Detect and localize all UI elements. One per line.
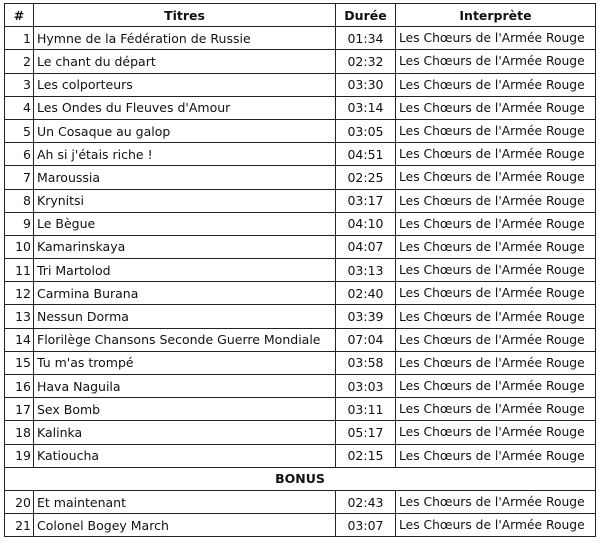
- table-row: [5, 27, 596, 50]
- track-artist: Les Chœurs de l'Armée Rouge: [396, 166, 596, 189]
- table-row: [5, 235, 596, 258]
- track-artist: Les Chœurs de l'Armée Rouge: [396, 375, 596, 398]
- header-duration: Durée: [336, 4, 396, 27]
- track-artist: Les Chœurs de l'Armée Rouge: [396, 444, 596, 467]
- track-title: Sex Bomb: [34, 398, 336, 421]
- track-number: 3: [5, 73, 34, 96]
- track-number: 20: [5, 490, 34, 513]
- table-row: [5, 305, 596, 328]
- track-title: Un Cosaque au galop: [34, 119, 336, 142]
- track-artist: Les Chœurs de l'Armée Rouge: [396, 514, 596, 537]
- track-number: 4: [5, 96, 34, 119]
- track-title: Maroussia: [34, 166, 336, 189]
- track-duration: 04:51: [336, 143, 396, 166]
- track-title: Kalinka: [34, 421, 336, 444]
- track-title: Les colporteurs: [34, 73, 336, 96]
- track-duration: 03:30: [336, 73, 396, 96]
- track-duration: 03:07: [336, 514, 396, 537]
- track-title: Carmina Burana: [34, 282, 336, 305]
- bonus-row: [5, 467, 596, 490]
- track-artist: Les Chœurs de l'Armée Rouge: [396, 212, 596, 235]
- track-title: Et maintenant: [34, 490, 336, 513]
- bonus-section: [5, 467, 596, 490]
- track-title: Tu m'as trompé: [34, 351, 336, 374]
- track-artist: Les Chœurs de l'Armée Rouge: [396, 27, 596, 50]
- table-row: [5, 96, 596, 119]
- header-title: Titres: [34, 4, 336, 27]
- track-title: Tri Martolod: [34, 259, 336, 282]
- track-duration: 03:39: [336, 305, 396, 328]
- table-row: [5, 119, 596, 142]
- track-artist: Les Chœurs de l'Armée Rouge: [396, 119, 596, 142]
- track-title: Ah si j'étais riche !: [34, 143, 336, 166]
- track-number: 5: [5, 119, 34, 142]
- track-number: 1: [5, 27, 34, 50]
- track-title: Hymne de la Fédération de Russie: [34, 27, 336, 50]
- track-duration: 07:04: [336, 328, 396, 351]
- track-artist: Les Chœurs de l'Armée Rouge: [396, 235, 596, 258]
- track-number: 15: [5, 351, 34, 374]
- main-tracks: [5, 27, 596, 468]
- table-row: [5, 328, 596, 351]
- track-artist: Les Chœurs de l'Armée Rouge: [396, 50, 596, 73]
- track-number: 6: [5, 143, 34, 166]
- track-number: 16: [5, 375, 34, 398]
- track-title: Le chant du départ: [34, 50, 336, 73]
- track-title: Kamarinskaya: [34, 235, 336, 258]
- track-number: 18: [5, 421, 34, 444]
- track-duration: 02:32: [336, 50, 396, 73]
- track-number: 11: [5, 259, 34, 282]
- track-duration: 02:15: [336, 444, 396, 467]
- track-number: 2: [5, 50, 34, 73]
- track-duration: 03:03: [336, 375, 396, 398]
- track-artist: Les Chœurs de l'Armée Rouge: [396, 73, 596, 96]
- track-number: 8: [5, 189, 34, 212]
- track-artist: Les Chœurs de l'Armée Rouge: [396, 282, 596, 305]
- track-duration: 03:17: [336, 189, 396, 212]
- track-duration: 02:25: [336, 166, 396, 189]
- track-duration: 02:43: [336, 490, 396, 513]
- table-row: [5, 444, 596, 467]
- table-row: [5, 421, 596, 444]
- table-row: [5, 73, 596, 96]
- table-row: [5, 398, 596, 421]
- track-title: Les Ondes du Fleuves d'Amour: [34, 96, 336, 119]
- table-row: [5, 490, 596, 513]
- track-number: 14: [5, 328, 34, 351]
- track-artist: Les Chœurs de l'Armée Rouge: [396, 143, 596, 166]
- track-duration: 04:10: [336, 212, 396, 235]
- track-title: Le Bègue: [34, 212, 336, 235]
- track-title: Nessun Dorma: [34, 305, 336, 328]
- track-duration: 05:17: [336, 421, 396, 444]
- track-duration: 04:07: [336, 235, 396, 258]
- track-number: 7: [5, 166, 34, 189]
- track-title: Katioucha: [34, 444, 336, 467]
- track-number: 17: [5, 398, 34, 421]
- track-title: Colonel Bogey March: [34, 514, 336, 537]
- bonus-label: BONUS: [5, 467, 596, 490]
- track-duration: 03:14: [336, 96, 396, 119]
- track-title: Florilège Chansons Seconde Guerre Mondiale: [34, 328, 336, 351]
- track-artist: Les Chœurs de l'Armée Rouge: [396, 421, 596, 444]
- track-duration: 03:13: [336, 259, 396, 282]
- track-artist: Les Chœurs de l'Armée Rouge: [396, 490, 596, 513]
- track-number: 19: [5, 444, 34, 467]
- track-number: 9: [5, 212, 34, 235]
- table-row: [5, 212, 596, 235]
- track-number: 21: [5, 514, 34, 537]
- table-row: [5, 166, 596, 189]
- header-row: [5, 4, 596, 27]
- track-artist: Les Chœurs de l'Armée Rouge: [396, 305, 596, 328]
- table-row: [5, 351, 596, 374]
- track-artist: Les Chœurs de l'Armée Rouge: [396, 189, 596, 212]
- table-row: [5, 375, 596, 398]
- track-duration: 02:40: [336, 282, 396, 305]
- header-number: #: [5, 4, 34, 27]
- tracklist-document: [4, 3, 595, 537]
- track-number: 12: [5, 282, 34, 305]
- track-title: Krynitsi: [34, 189, 336, 212]
- track-duration: 03:58: [336, 351, 396, 374]
- track-artist: Les Chœurs de l'Armée Rouge: [396, 351, 596, 374]
- track-duration: 03:11: [336, 398, 396, 421]
- bonus-tracks: [5, 490, 596, 536]
- table-row: [5, 282, 596, 305]
- track-artist: Les Chœurs de l'Armée Rouge: [396, 328, 596, 351]
- track-number: 10: [5, 235, 34, 258]
- table-row: [5, 50, 596, 73]
- track-artist: Les Chœurs de l'Armée Rouge: [396, 96, 596, 119]
- header-artist: Interprète: [396, 4, 596, 27]
- track-artist: Les Chœurs de l'Armée Rouge: [396, 259, 596, 282]
- track-duration: 03:05: [336, 119, 396, 142]
- track-number: 13: [5, 305, 34, 328]
- table-row: [5, 143, 596, 166]
- track-artist: Les Chœurs de l'Armée Rouge: [396, 398, 596, 421]
- tracklist-table: [4, 3, 596, 537]
- table-row: [5, 189, 596, 212]
- table-row: [5, 259, 596, 282]
- track-title: Hava Naguila: [34, 375, 336, 398]
- table-row: [5, 514, 596, 537]
- track-duration: 01:34: [336, 27, 396, 50]
